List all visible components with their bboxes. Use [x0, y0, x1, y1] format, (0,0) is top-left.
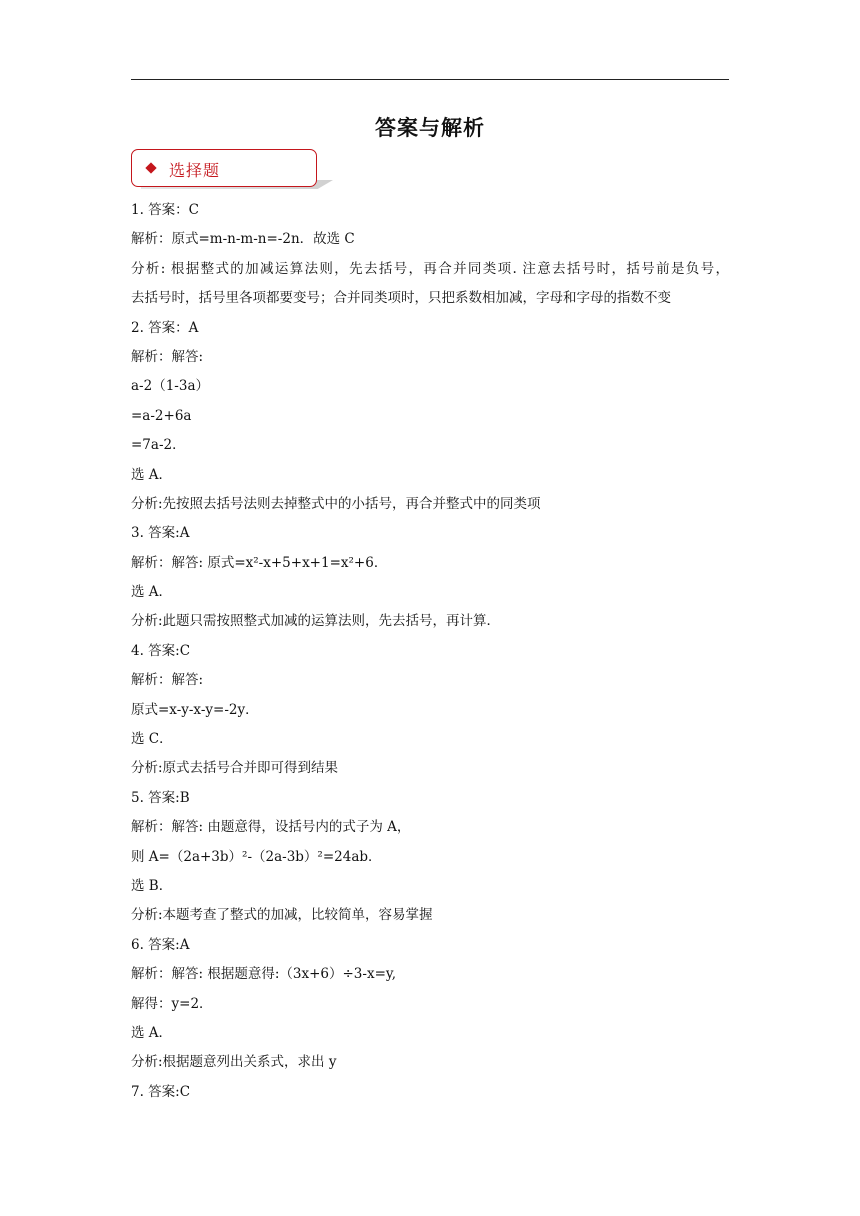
choice-line: 选 B．: [131, 877, 173, 894]
explanation-line: 解析：原式=m-n-m-n=-2n．故选 C: [131, 231, 355, 248]
choice-line: 选 C．: [131, 731, 173, 748]
analysis-line: 分析:原式去括号合并即可得到结果: [131, 760, 339, 777]
analysis-line: 分析: 根据整式的加减运算法则，先去括号，再合并同类项. 注意去括号时，括号前是负号，: [131, 260, 729, 277]
answer-line: 7. 答案:C: [131, 1083, 191, 1100]
equation-line: 则 A=（2a+3b）²-（2a-3b）²=24ab．: [131, 848, 382, 865]
answer-line: 5. 答案:B: [131, 789, 190, 806]
explanation-line: 解析：解答: 原式=x²-x+5+x+1=x²+6．: [131, 554, 388, 571]
answer-line: 4. 答案:C: [131, 642, 191, 659]
answer-line: 2. 答案：A: [131, 319, 199, 336]
analysis-line: 分析:此题只需按照整式加减的运算法则，先去括号，再计算．: [131, 613, 501, 630]
explanation-line: 解析：解答: 由题意得，设括号内的式子为 A，: [131, 819, 411, 836]
choice-line: 选 A．: [131, 466, 173, 483]
analysis-line: 分析:先按照去括号法则去掉整式中的小括号，再合并整式中的同类项: [131, 495, 541, 512]
explanation-line: 解析：解答: 根据题意得:（3x+6）÷3-x=y,: [131, 966, 397, 983]
explanation-line: 解析：解答:: [131, 348, 204, 365]
explanation-line: 解析：解答:: [131, 672, 204, 689]
page-title: 答案与解析: [375, 116, 485, 140]
equation-line: 解得：y=2．: [131, 995, 213, 1012]
answer-line: 6. 答案:A: [131, 936, 190, 953]
equation-line: 原式=x-y-x-y=-2y．: [131, 701, 259, 718]
header-rule: [131, 79, 729, 80]
answer-line: 3. 答案:A: [131, 525, 190, 542]
analysis-line: 分析:根据题意列出关系式，求出 y: [131, 1054, 337, 1071]
answer-line: 1. 答案：C: [131, 202, 200, 218]
choice-line: 选 A．: [131, 584, 173, 601]
answer-content: [131, 196, 731, 1107]
diamond-icon: [145, 162, 156, 173]
choice-line: 选 A．: [131, 1024, 173, 1041]
equation-line: =a-2+6a: [131, 407, 192, 424]
analysis-line: 分析:本题考查了整式的加减，比较简单，容易掌握: [131, 907, 433, 924]
equation-line: =7a-2．: [131, 437, 186, 454]
analysis-line: 去括号时，括号里各项都要变号；合并同类项时，只把系数相加减，字母和字母的指数不变: [131, 290, 671, 307]
section-tag-label: 选择题: [169, 161, 221, 180]
equation-line: a-2（1-3a）: [131, 378, 209, 395]
section-tag: [131, 149, 317, 187]
